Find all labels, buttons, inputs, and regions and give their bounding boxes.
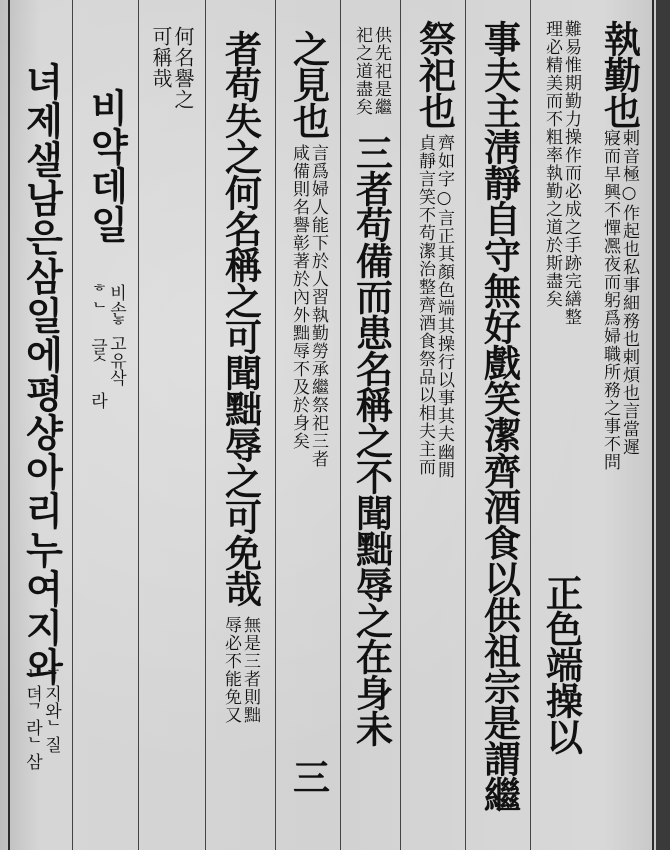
column-rule bbox=[138, 0, 139, 850]
text-column-3 bbox=[468, 0, 530, 850]
annotation-pair bbox=[353, 26, 389, 126]
main-text: 正色端操以 bbox=[539, 574, 584, 754]
frame-rule-right bbox=[652, 0, 654, 850]
hangul-main-text: 녀제샐남은삼일에평샹아리누여지와 bbox=[19, 62, 63, 686]
annotation-pair bbox=[151, 26, 193, 186]
main-text: 執勤也 bbox=[597, 20, 642, 128]
column-rule bbox=[465, 0, 466, 850]
frame-rule-left bbox=[8, 0, 10, 850]
annotation-line: ᄒ지와ᄂ질 bbox=[41, 668, 61, 753]
main-text: 三 bbox=[286, 758, 331, 794]
annotation-line: 難易惟期勤力操作而必成之手跡完繕整 bbox=[561, 20, 581, 326]
annotation-pair bbox=[543, 20, 579, 560]
annotation-pair bbox=[88, 284, 124, 444]
text-column-10 bbox=[12, 0, 70, 850]
column-rule bbox=[340, 0, 341, 850]
annotation-line: 何名譽之 bbox=[171, 26, 195, 110]
main-text: 祭祀也 bbox=[412, 20, 457, 128]
text-column-1 bbox=[588, 0, 650, 850]
annotation-line: ᄂ뎌ᄀ라ᄂ삼 bbox=[22, 668, 42, 770]
text-column-5 bbox=[343, 0, 399, 850]
text-column-7 bbox=[208, 0, 272, 850]
annotation-pair bbox=[416, 134, 452, 844]
text-column-8 bbox=[142, 0, 202, 850]
column-rule bbox=[530, 0, 531, 850]
column-rule bbox=[205, 0, 206, 850]
annotation-line: 貞靜言笑不苟潔治整齊酒食祭品以相夫主而 bbox=[415, 134, 435, 476]
annotation-line: 無是三者則黜 bbox=[240, 616, 260, 724]
annotation-pair bbox=[222, 616, 258, 836]
annotation-pair bbox=[601, 129, 637, 849]
column-rule bbox=[72, 0, 73, 850]
column-rule bbox=[400, 0, 401, 850]
text-column-4 bbox=[403, 0, 465, 850]
hangul-main-text: 비약데일 bbox=[84, 88, 128, 244]
annotation-line: 剌音極○作起也私事細務也剌煩也言當遲 bbox=[619, 129, 639, 456]
annotation-pair bbox=[290, 144, 326, 754]
annotation-pair bbox=[23, 668, 59, 818]
annotation-line: 齊如字○言正其顏色端其操行以事其夫幽閒 bbox=[434, 134, 454, 479]
annotation-line: 비손ᄒ고유삭 bbox=[106, 284, 126, 386]
annotation-line: 祀之道盡矣 bbox=[352, 26, 372, 116]
main-text: 事夫主淸靜自守無好戲笑潔齊酒食以供祖宗是謂繼 bbox=[477, 20, 522, 812]
column-rule bbox=[275, 0, 276, 850]
annotation-line: 供先祀是繼 bbox=[371, 26, 391, 116]
annotation-line: 理必精美而不粗率執勤之道於斯盡矣 bbox=[542, 20, 562, 308]
main-text: 者苟失之何名稱之可聞黜辱之可免哉 bbox=[218, 30, 263, 606]
text-column-2 bbox=[534, 0, 588, 850]
annotation-line: 可稱哉 bbox=[149, 26, 173, 89]
text-column-9 bbox=[76, 0, 136, 850]
annotation-line: 寢而早興不憚凞夜而躬爲婦職所務之事不問 bbox=[600, 129, 620, 471]
annotation-line: 辱必不能免又 bbox=[221, 616, 241, 724]
annotation-line: ᄒᄂ 글ᄉ 라 bbox=[87, 284, 107, 409]
annotation-line: 咸備則名譽彰著於內外黜辱不及於身矣 bbox=[289, 144, 309, 450]
page-edge bbox=[656, 0, 670, 850]
annotation-line: 言爲婦人能下於人習執勤勞承繼祭祀三者 bbox=[308, 144, 328, 468]
main-text: 三者苟備而患名稱之不聞黜辱之在身未 bbox=[349, 134, 394, 746]
main-text: 之見也 bbox=[286, 30, 331, 138]
text-column-6 bbox=[278, 0, 338, 850]
